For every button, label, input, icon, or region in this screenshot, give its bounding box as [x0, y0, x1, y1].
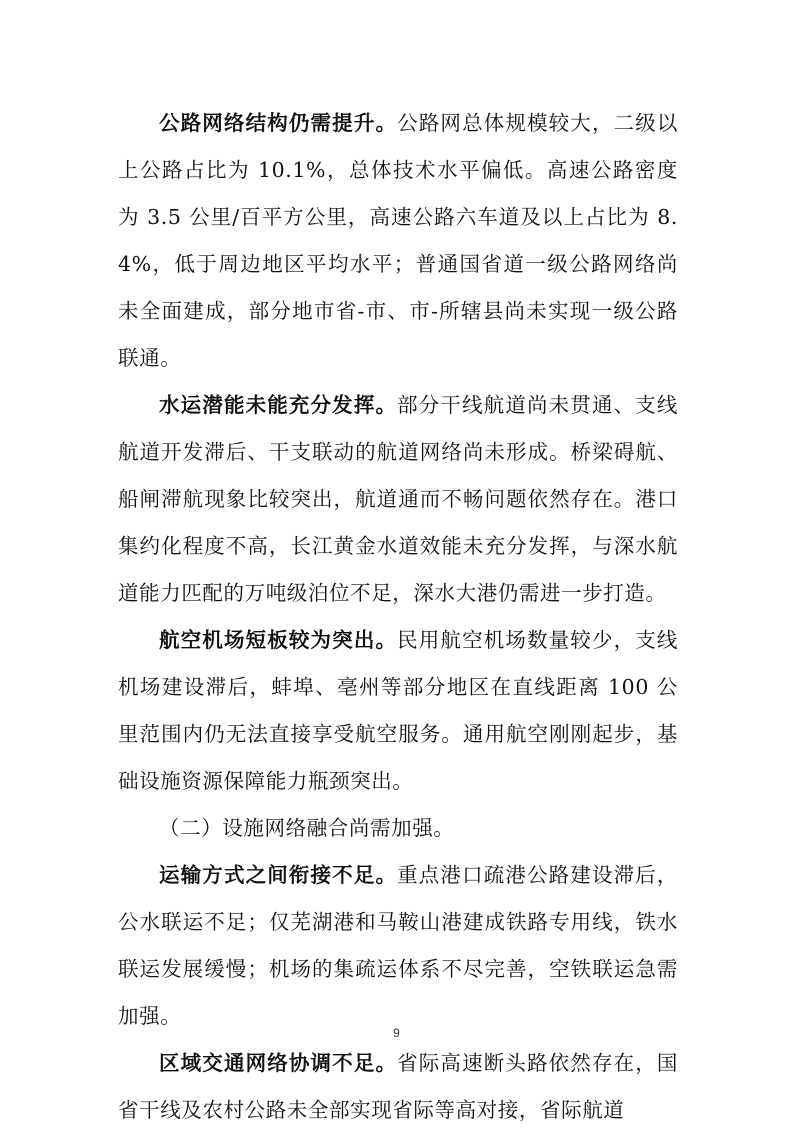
section-heading: （二）设施网络融合尚需加强。	[159, 816, 455, 840]
paragraph-heading: 水运潜能未能充分发挥。	[159, 393, 398, 417]
paragraph-body: 重点港口疏港公路建设滞后，公水联运不足；仅芜湖港和马鞍山港建成铁路专用线，铁水联运发展缓慢；机场的集疏运体系不尽完善，空铁联运急需加强。	[118, 863, 678, 1028]
paragraph-heading: 运输方式之间衔接不足。	[159, 863, 398, 887]
paragraph-body: 公路网总体规模较大，二级以上公路占比为 10.1%，总体技术水平偏低。高速公路密度为 3.5 公里/百平方公里，高速公路六车道及以上占比为 8.4%，低于周边地区平均水平；普通国省道一级公路网络尚未全面建成，部分地市省-市、市-所辖县尚未实现一级公路联通。	[118, 111, 678, 370]
page-number: 9	[393, 1026, 400, 1040]
paragraph-heading: 公路网络结构仍需提升。	[159, 111, 398, 135]
paragraph-highway-network	[118, 100, 678, 382]
paragraph-body: 民用航空机场数量较少，支线机场建设滞后，蚌埠、亳州等部分地区在直线距离 100 公里范围内仍无法直接享受航空服务。通用航空刚刚起步，基础设施资源保障能力瓶颈突出。	[118, 628, 678, 793]
paragraph-regional-coordination	[118, 1040, 678, 1134]
paragraph-body: 省际高速断头路依然存在，国省干线及农村公路未全部实现省际等高对接，省际航道	[118, 1051, 678, 1122]
document-body	[118, 100, 678, 1134]
paragraph-body: 部分干线航道尚未贯通、支线航道开发滞后、干支联动的航道网络尚未形成。桥梁碍航、船闸滞航现象比较突出，航道通而不畅问题依然存在。港口集约化程度不高，长江黄金水道效能未充分发挥，与深水航道能力匹配的万吨级泊位不足，深水大港仍需进一步打造。	[118, 393, 678, 605]
paragraph-water-transport	[118, 382, 678, 617]
paragraph-heading: 航空机场短板较为突出。	[159, 628, 398, 652]
paragraph-heading: 区域交通网络协调不足。	[159, 1051, 398, 1075]
paragraph-transport-connection	[118, 852, 678, 1040]
paragraph-airports	[118, 617, 678, 805]
